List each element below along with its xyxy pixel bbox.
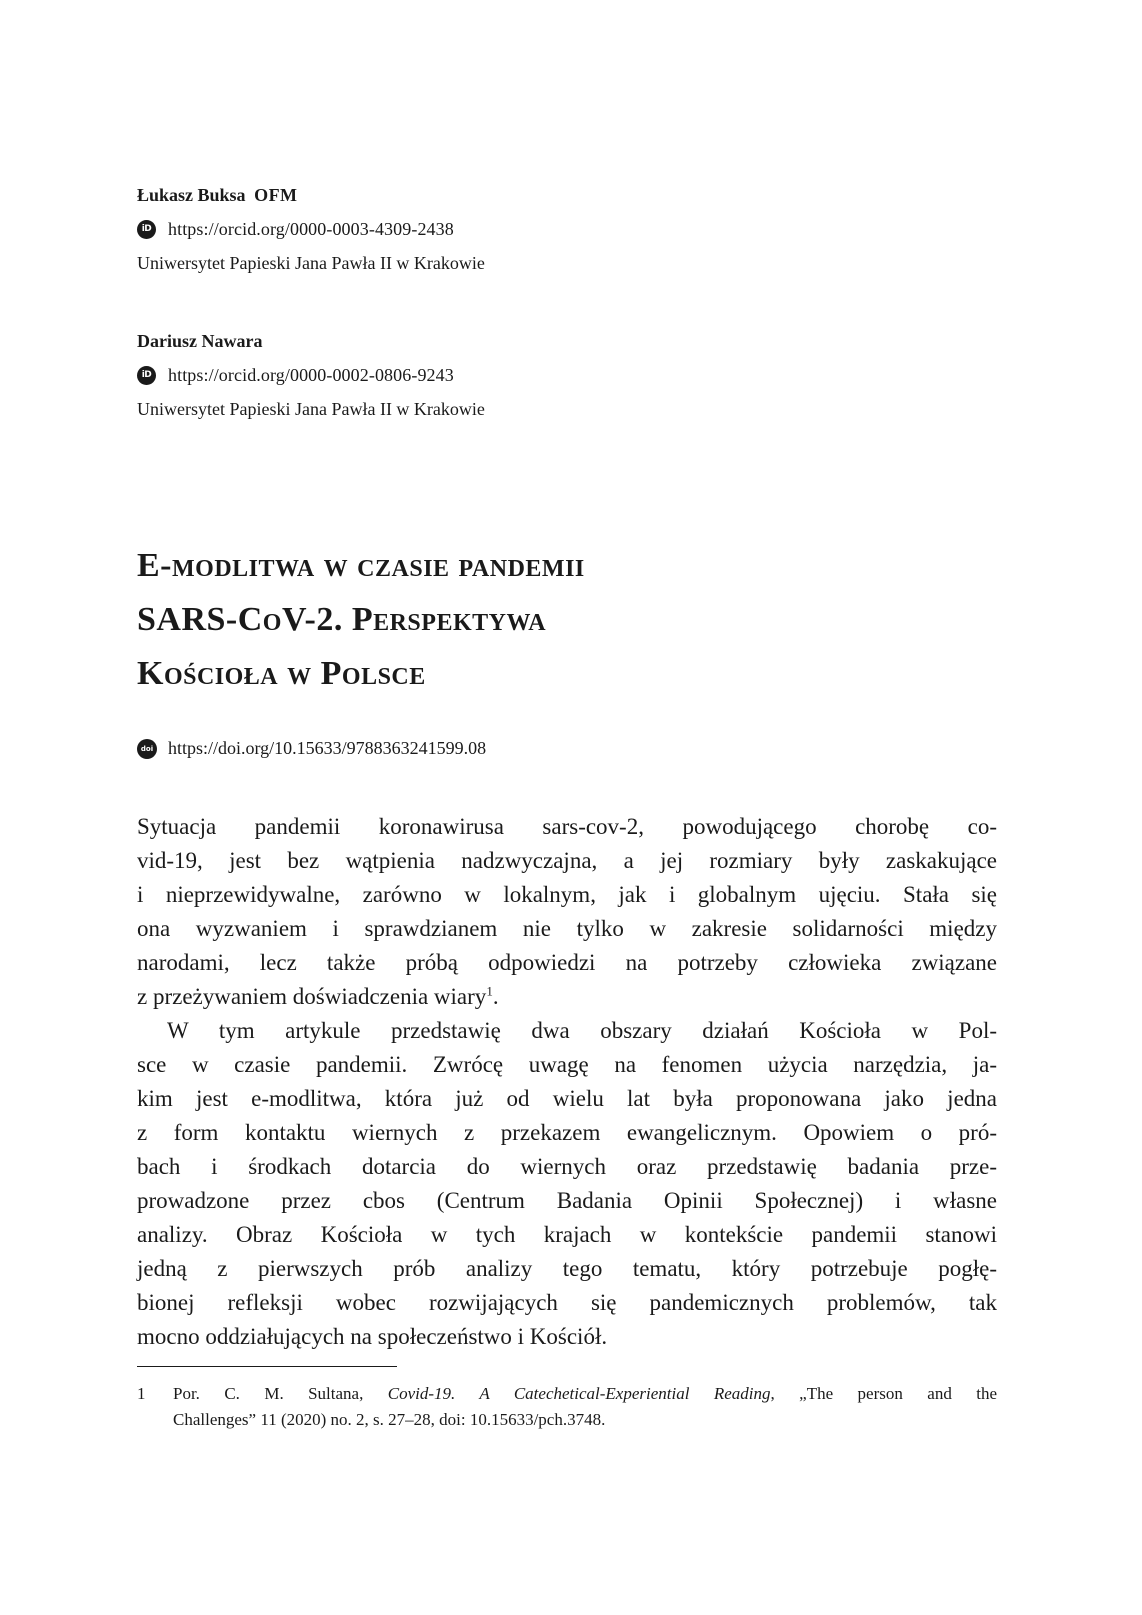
text-line: vid-19, jest bez wątpienia nadzwyczajna, a jej rozmiary były zaskakujące <box>137 848 997 873</box>
text-line: analizy. Obraz Kościoła w tych krajach w kontekście pandemii stanowi <box>137 1222 997 1247</box>
title-line: SARS-CoV-2. Perspektywa <box>137 601 547 638</box>
orcid-row <box>137 358 897 392</box>
author-affiliation: Uniwersytet Papieski Jana Pawła II w Krakowie <box>137 399 485 419</box>
footnote-line: Por. C. M. Sultana, Covid-19. A Catechetical-Experiential Reading, „The person and the <box>173 1384 997 1403</box>
text-line: z form kontaktu wiernych z przekazem ewangelicznym. Opowiem o pró- <box>137 1120 997 1145</box>
author-name: Dariusz Nawara <box>137 331 263 351</box>
text-line: z przeżywaniem doświadczenia wiary$^1$. <box>137 983 499 1009</box>
doi-row <box>137 738 486 759</box>
title-line: Kościoła w Polsce <box>137 655 426 692</box>
text-line: bach i środkach dotarcia do wiernych oraz przedstawię badania prze- <box>137 1154 997 1179</box>
author-1 <box>137 178 897 280</box>
author-2 <box>137 324 897 426</box>
orcid-row <box>137 212 897 246</box>
author-affiliation: Uniwersytet Papieski Jana Pawła II w Krakowie <box>137 253 485 273</box>
footnote <box>137 1381 997 1433</box>
text-line: prowadzone przez cbos (Centrum Badania Opinii Społecznej) i własne <box>137 1188 997 1213</box>
footnote-mark[interactable]: 1 <box>486 983 493 999</box>
title-line: E-modlitwa w czasie pandemii <box>137 547 585 584</box>
text-line: sce w czasie pandemii. Zwrócę uwagę na fenomen użycia narzędzia, ja- <box>137 1052 997 1077</box>
authors-block <box>137 178 897 470</box>
text-line: kim jest e-modlitwa, która już od wielu lat była proponowana jako jedna <box>137 1086 997 1111</box>
orcid-icon: iD <box>137 220 156 239</box>
text-line: bionej refleksji wobec rozwijających się pandemicznych problemów, tak <box>137 1290 997 1315</box>
text-line: i nieprzewidywalne, zarówno w lokalnym, jak i globalnym ujęciu. Stała się <box>137 882 997 907</box>
text-line: ona wyzwaniem i sprawdzianem nie tylko w zakresie solidarności między <box>137 916 997 941</box>
text-line: narodami, lecz także próbą odpowiedzi na potrzeby człowieka związane <box>137 950 997 975</box>
footnote-text <box>173 1381 997 1433</box>
orcid-link[interactable]: https://orcid.org/0000-0002-0806-9243 <box>168 364 454 385</box>
footnote-number: 1 <box>137 1384 146 1403</box>
text-line: Sytuacja pandemii koronawirusa sars-cov-2, powodującego chorobę co- <box>137 814 997 839</box>
orcid-link[interactable]: https://orcid.org/0000-0003-4309-2438 <box>168 218 454 239</box>
author-name: Łukasz Buksa OFM <box>137 185 298 205</box>
paragraph-2 <box>137 1014 997 1354</box>
author-order: OFM <box>254 185 298 205</box>
article-title <box>137 539 997 701</box>
footnote-line: Challenges” 11 (2020) no. 2, s. 27–28, doi: 10.15633/pch.3748. <box>173 1410 606 1429</box>
text-line: mocno oddziałujących na społeczeństwo i Kościół. <box>137 1324 608 1349</box>
footnote-rule <box>137 1366 397 1367</box>
body-text <box>137 810 997 1354</box>
paragraph-1 <box>137 810 997 1014</box>
text-line: jedną z pierwszych prób analizy tego tematu, który potrzebuje pogłę- <box>137 1256 997 1281</box>
doi-link[interactable]: https://doi.org/10.15633/9788363241599.08 <box>168 738 487 758</box>
doi-icon: doi <box>137 739 157 759</box>
text-line: W tym artykule przedstawię dwa obszary działań Kościoła w Pol- <box>167 1018 997 1043</box>
orcid-icon: iD <box>137 366 156 385</box>
footnote-italic-title: Covid-19. A Catechetical-Experiential Reading <box>387 1384 771 1403</box>
